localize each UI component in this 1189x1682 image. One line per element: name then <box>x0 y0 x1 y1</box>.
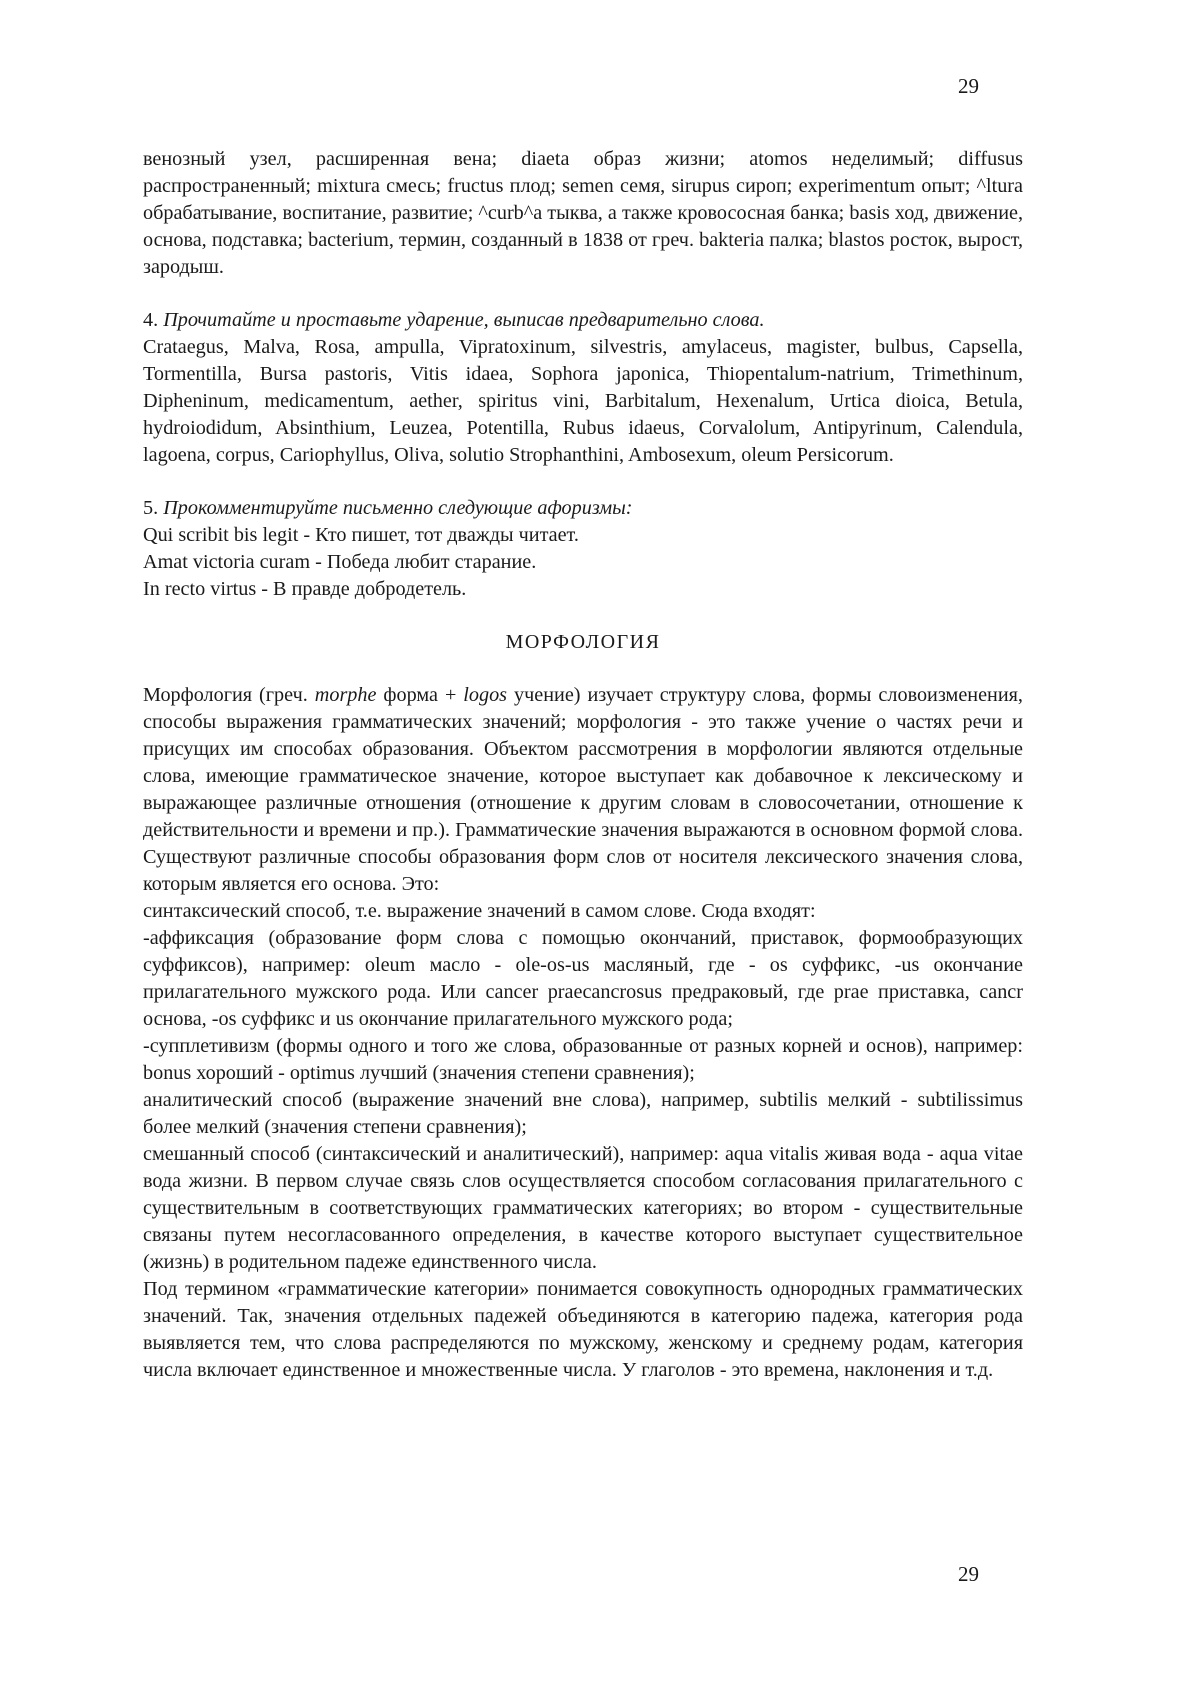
morphology-paragraph-5: аналитический способ (выражение значений вне слова), например, subtilis мелкий - subtilissimus более мелкий (значения степени сравнения); <box>143 1089 1023 1138</box>
morphology-paragraph-6: смешанный способ (синтаксический и аналитический), например: aqua vitalis живая вода - aqua vitae вода жизни. В первом случае связь слов осуществляется способом согласования прилагательного с существительным в соответствующих грамматических категориях; во втором - существительные связаны путем несогласованного определения, в качестве которого выступает существительное (жизнь) в родительном падеже единственного числа. <box>143 1143 1023 1273</box>
morph-text: учение) изучает структуру слова, формы словоизменения, способы выражения грамматических значений; морфология - это также учение о частях речи и присущих им способах образования. Объектом рассмотрения в морфологии являются отдельные слова, имеющие грамматическое значение, которое выступает как добавочное к лексическому и выражающее различные отношения (отношение к другим словам в словосочетании, отношение к действительности и времени и пр.). Грамматические значения выражаются в основном формой слова. Существуют различные способы образования форм слов от носителя лексического значения слова, которым является его основа. Это: <box>143 684 1023 895</box>
exercise-4-instruction: Прочитайте и проставьте ударение, выписав предварительно слова. <box>163 309 765 331</box>
aphorism: Qui scribit bis legit - Кто пишет, тот дважды читает. <box>143 524 579 546</box>
exercise-5-instruction: Прокомментируйте письменно следующие афоризмы: <box>163 497 633 519</box>
section-title: МОРФОЛОГИЯ <box>505 631 661 653</box>
morphology-paragraph-1 <box>143 682 1023 898</box>
page-body <box>143 146 1023 1384</box>
morphology-paragraph-2: синтаксический способ, т.е. выражение значений в самом слове. Сюда входят: <box>143 900 816 922</box>
morph-text: Морфология (греч. <box>143 684 315 706</box>
exercise-4-heading <box>143 307 1023 334</box>
page-number-top: 29 <box>958 74 979 98</box>
morphology-paragraph-3: -аффиксация (образование форм слова с помощью окончаний, приставок, формообразующих суффиксов), например: oleum масло - ole-os-us масляный, где - os суффикс, -us окончание прилагательного мужского рода. Или cancer praecancrosus предраковый, где prae приставка, cancr основа, -os суффикс и us окончание прилагательного мужского рода; <box>143 927 1023 1030</box>
morph-text: форма + <box>376 684 464 706</box>
morphology-paragraph-4: -супплетивизм (формы одного и того же слова, образованные от разных корней и основ), например: bonus хороший - optimus лучший (значения степени сравнения); <box>143 1035 1023 1084</box>
lexicon-paragraph: венозный узел, расширенная вена; diaeta образ жизни; atomos неделимый; diffusus распространенный; mixtura смесь; fructus плод; semen семя, sirupus сироп; experimentum опыт; ^ltura обрабатывание, воспитание, развитие; ^curb^a тыква, а также кровососная банка; basis ход, движение, основа, подставка; bacterium, термин, созданный в 1838 от греч. bakteria палка; blastos росток, вырост, зародыш. <box>143 148 1023 278</box>
exercise-5-heading <box>143 495 1023 522</box>
page-number-bottom: 29 <box>958 1562 979 1586</box>
morph-term: morphe <box>314 684 377 706</box>
exercise-4-words: Crataegus, Malva, Rosa, ampulla, Vipratoxinum, silvestris, amylaceus, magister, bulbus, Capsella, Tormentilla, Bursa pastoris, Vitis idaea, Sophora japonica, Thiopentalum-natrium, Trimethinum, Dipheninum, medicamentum, aether, spiritus vini, Barbitalum, Hexenalum, Urtica dioica, Betula, hydroiodidum, Absinthium, Leuzea, Potentilla, Rubus idaeus, Corvalolum, Antipyrinum, Calendula, lagoena, corpus, Cariophyllus, Oliva, solutio Strophanthini, Ambosexum, oleum Persicorum. <box>143 336 1023 466</box>
aphorism: Amat victoria curam - Победа любит старание. <box>143 551 537 573</box>
morphology-paragraph-7: Под термином «грамматические категории» понимается совокупность однородных грамматических значений. Так, значения отдельных падежей объединяются в категорию падежа, категория рода выявляется тем, что слова распределяются по мужскому, женскому и среднему родам, категория числа включает единственное и множественные числа. У глаголов - это времена, наклонения и т.д. <box>143 1278 1023 1381</box>
aphorism: In recto virtus - В правде добродетель. <box>143 578 467 600</box>
exercise-5-number: 5. <box>143 497 159 519</box>
exercise-4-number: 4. <box>143 309 159 331</box>
morph-term: logos <box>463 684 508 706</box>
